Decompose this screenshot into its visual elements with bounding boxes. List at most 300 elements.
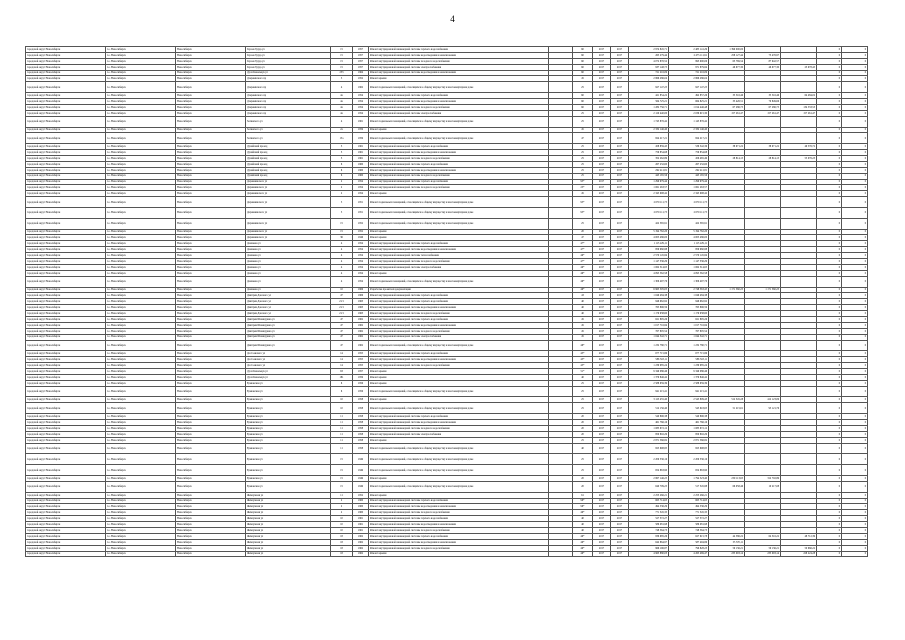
table-cell: 0	[817, 305, 842, 311]
table-cell: 1962	[353, 316, 369, 322]
table-cell: 1 745 876,42	[629, 116, 669, 127]
table-cell: г.о. Новосибирск	[106, 167, 176, 173]
table-cell: 2	[331, 191, 353, 197]
table-cell: Новосибирск	[176, 82, 246, 93]
table-cell: 0	[842, 58, 868, 64]
table-cell: 824 217,21	[629, 133, 669, 144]
table-cell: г.о. Новосибирск	[106, 185, 176, 191]
table-cell: 49*	[573, 533, 593, 539]
table-cell: 0	[842, 528, 868, 534]
table-cell: городской округ Новосибирск	[26, 161, 106, 167]
table-cell: 6	[331, 167, 353, 173]
table-cell: городской округ Новосибирск	[26, 437, 106, 443]
table-cell: 2017	[593, 133, 611, 144]
table-cell: 2017	[611, 150, 629, 156]
table-cell: городской округ Новосибирск	[26, 481, 106, 492]
table-cell: 654 863,90	[629, 465, 669, 476]
table-cell: 9 349 086,46	[629, 369, 669, 375]
table-cell	[709, 386, 745, 397]
table-cell: Новосибирск	[176, 431, 246, 437]
table-cell: 2017	[593, 545, 611, 551]
table-cell: 456 465,49	[669, 155, 709, 161]
table-cell: Новосибирск	[176, 397, 246, 403]
table-cell: 2017	[611, 82, 629, 93]
table-cell: 0	[817, 47, 842, 53]
table-cell: г.о. Новосибирск	[106, 516, 176, 522]
table-cell: 2017	[611, 539, 629, 545]
table-cell: 2017	[611, 58, 629, 64]
table-cell: 2017	[593, 144, 611, 150]
table-cell: 1955	[353, 357, 369, 363]
table-cell: 0	[842, 293, 868, 299]
table-cell: 1 179 938,60	[669, 311, 709, 317]
table-cell: 2 679 111,75	[669, 208, 709, 219]
table-cell: 3	[331, 144, 353, 150]
table-cell: 60	[573, 104, 593, 110]
table-cell: Новосибирск	[176, 155, 246, 161]
table-cell: 2017	[593, 47, 611, 53]
table-cell: 2017	[593, 179, 611, 185]
table-cell: 1954	[353, 93, 369, 99]
table-cell: 2 679 111,75	[629, 208, 669, 219]
table-cell: 1962	[353, 328, 369, 334]
table-cell: 0	[817, 191, 842, 197]
table-cell: Достоевского ул	[246, 363, 331, 369]
table-cell: 2017	[611, 551, 629, 557]
table-cell: 0	[817, 539, 842, 545]
table-cell: 1 306 497,76	[669, 276, 709, 287]
table-cell: 654 863,90	[669, 465, 709, 476]
table-cell: 11	[331, 420, 353, 426]
table-cell: городской округ Новосибирск	[26, 167, 106, 173]
table-cell: 2017	[611, 99, 629, 105]
table-cell: 0	[842, 425, 868, 431]
table-cell: 0	[842, 150, 868, 156]
table-cell: Новосибирск	[176, 516, 246, 522]
table-cell: 4	[331, 116, 353, 127]
table-cell: Ремонт крыши	[369, 492, 549, 498]
table-cell	[745, 116, 781, 127]
table-cell: Ремонт подвальных помещений, относящихся к общему имуществу в многоквартирном доме	[369, 133, 549, 144]
table-cell: городской округ Новосибирск	[26, 197, 106, 208]
table-cell	[745, 133, 781, 144]
table-cell: 2017	[593, 99, 611, 105]
table-cell: 2 867 146,25	[629, 476, 669, 482]
table-cell: Демакова ул	[246, 270, 331, 276]
table-cell: 25	[573, 110, 593, 116]
table-cell: 49 576,72	[781, 144, 817, 150]
table-cell: 0	[842, 197, 868, 208]
table-cell: 55 370,11	[709, 539, 745, 545]
table-cell: 771 345,35	[669, 510, 709, 516]
table-cell: г.о. Новосибирск	[106, 510, 176, 516]
table-cell: г.о. Новосибирск	[106, 425, 176, 431]
table-cell: городской округ Новосибирск	[26, 504, 106, 510]
table-cell	[745, 340, 781, 351]
table-cell: 2017	[593, 247, 611, 253]
table-cell: г.о. Новосибирск	[106, 197, 176, 208]
table-cell: 2017	[611, 386, 629, 397]
table-cell: 267 232,60	[629, 161, 669, 167]
table-cell: 2	[331, 179, 353, 185]
table-cell: 25	[573, 454, 593, 465]
table-cell: городской округ Новосибирск	[26, 116, 106, 127]
table-cell: г.о. Новосибирск	[106, 287, 176, 293]
table-cell: 25	[573, 437, 593, 443]
table-cell: городской округ Новосибирск	[26, 510, 106, 516]
table-cell: 2017	[593, 533, 611, 539]
table-cell: 25	[573, 397, 593, 403]
table-cell: Новосибирск	[176, 545, 246, 551]
table-cell: городской округ Новосибирск	[26, 443, 106, 454]
table-cell: Ремонт внутридомовой инженерной системы водоотведения и канализования	[369, 539, 549, 545]
table-cell: 4 963 880,03	[629, 551, 669, 557]
table-cell: Ремонт внутридомовой инженерной системы холодного водоснабжения	[369, 155, 549, 161]
table-cell: 15	[331, 465, 353, 476]
table-cell: 2017	[593, 305, 611, 311]
table-cell: 0	[842, 144, 868, 150]
table-cell: 1 299 979,44	[669, 179, 709, 185]
table-cell: Жемчужная ул	[246, 504, 331, 510]
table-cell: Новосибирск	[176, 173, 246, 179]
table-cell: Ремонт внутридомовой инженерной системы холодного водоснабжения	[369, 185, 549, 191]
table-cell: Ремонт крыши	[369, 380, 549, 386]
table-cell: г.о. Новосибирск	[106, 522, 176, 528]
table-cell: городской округ Новосибирск	[26, 270, 106, 276]
table-cell: Дмитрия Донского ул	[246, 299, 331, 305]
table-cell: 2017	[593, 70, 611, 76]
table-cell: Демакова ул	[246, 259, 331, 265]
table-cell: 422 365,91	[669, 218, 709, 229]
table-cell: 1962	[353, 539, 369, 545]
table-cell: Новосибирск	[176, 510, 246, 516]
table-cell: 0	[842, 311, 868, 317]
table-cell: 1951	[353, 208, 369, 219]
table-cell: 2017	[593, 363, 611, 369]
table-cell: г.о. Новосибирск	[106, 293, 176, 299]
table-cell: 2017	[611, 374, 629, 380]
table-cell: 2017	[593, 504, 611, 510]
table-cell: 1958	[353, 425, 369, 431]
table-cell: 767 805,54	[629, 328, 669, 334]
table-cell: Дзержинского пр	[246, 110, 331, 116]
table-cell: 11	[331, 437, 353, 443]
table-cell: 1 239 985,24	[629, 363, 669, 369]
table-cell: 55 076,23	[781, 155, 817, 161]
table-cell: 2017	[593, 253, 611, 259]
table-cell: 2 871 566,82	[629, 437, 669, 443]
table-cell: 4	[331, 264, 353, 270]
table-cell: 2017	[611, 287, 629, 293]
table-cell	[549, 208, 573, 219]
table-cell: городской округ Новосибирск	[26, 259, 106, 265]
table-cell: 1 379 846,42	[669, 374, 709, 380]
table-cell: 1952	[353, 229, 369, 235]
table-cell: 586 318,11	[669, 357, 709, 363]
table-cell: 0	[842, 287, 868, 293]
table-cell: 0	[817, 218, 842, 229]
table-cell: 11	[331, 431, 353, 437]
table-cell: 927 147,25	[669, 82, 709, 93]
table-cell: 2	[331, 510, 353, 516]
table-cell: 0	[817, 82, 842, 93]
table-cell: 721 216,09	[669, 70, 709, 76]
table-cell: Державинского ул	[246, 179, 331, 185]
table-cell: городской округ Новосибирск	[26, 127, 106, 133]
table-cell: Ремонт внутридомовой инженерной системы электроснабжения	[369, 110, 549, 116]
table-cell: 1956	[353, 380, 369, 386]
table-cell: городской округ Новосибирск	[26, 431, 106, 437]
table-cell: 235 093,14	[709, 551, 745, 557]
table-cell: Новосибирск	[176, 334, 246, 340]
table-cell: 2017	[593, 403, 611, 414]
table-cell: 2 866 286,04	[629, 76, 669, 82]
table-cell: 545 618,65	[669, 403, 709, 414]
table-cell: 40	[573, 299, 593, 305]
table-cell: 1963	[353, 299, 369, 305]
table-cell: Разработка проектной документации	[369, 287, 549, 293]
table-cell: 4а	[331, 110, 353, 116]
table-cell: городской округ Новосибирск	[26, 545, 106, 551]
table-cell	[781, 443, 817, 454]
table-cell: 0	[817, 155, 842, 161]
table-cell: Дмитрия Донского ул	[246, 311, 331, 317]
table-cell: Ремонт внутридомовой инженерной системы водоотведения и канализования	[369, 52, 549, 58]
table-cell: 0	[842, 64, 868, 70]
table-cell: Героев Труда ул	[246, 58, 331, 64]
table-cell: 25	[573, 116, 593, 127]
table-cell: 49*	[573, 539, 593, 545]
table-cell: 0	[842, 264, 868, 270]
table-cell: г.о. Новосибирск	[106, 229, 176, 235]
table-cell: 0	[842, 161, 868, 167]
table-cell: Ремонт внутридомовой инженерной системы горячего водоснабжения	[369, 47, 549, 53]
table-cell: Новосибирск	[176, 191, 246, 197]
table-cell: 14	[331, 351, 353, 357]
table-cell: Новосибирск	[176, 70, 246, 76]
table-cell: г.о. Новосибирск	[106, 363, 176, 369]
table-cell: 1954	[353, 185, 369, 191]
table-cell: Демакова ул	[246, 241, 331, 247]
table-cell: 292 411,81	[629, 167, 669, 173]
table-cell: Ремонт внутридомовой инженерной системы холодного водоснабжения	[369, 259, 549, 265]
table-cell: 2017	[593, 58, 611, 64]
table-cell: 20	[573, 425, 593, 431]
table-cell: 44 586,22	[709, 533, 745, 539]
table-cell: Жемчужная ул	[246, 533, 331, 539]
table-cell: 0	[817, 235, 842, 241]
table-cell: Новосибирск	[176, 235, 246, 241]
table-cell: 21/1	[331, 305, 353, 311]
table-row	[26, 465, 868, 476]
table-cell	[781, 208, 817, 219]
table-cell: Новосибирск	[176, 481, 246, 492]
table-cell: 2 209 336,16	[629, 454, 669, 465]
table-cell: городской округ Новосибирск	[26, 64, 106, 70]
table-cell: Ремонт внутридомовой инженерной системы горячего водоснабжения	[369, 241, 549, 247]
table-cell: 47	[331, 322, 353, 328]
table-cell: 536 542,36	[669, 144, 709, 150]
table-cell: Новосибирск	[176, 264, 246, 270]
table-cell: 0	[817, 328, 842, 334]
table-cell: 1 044 342,71	[629, 334, 669, 340]
table-cell: городской округ Новосибирск	[26, 414, 106, 420]
table-cell	[549, 116, 573, 127]
table-cell: Новосибирск	[176, 357, 246, 363]
table-row	[26, 197, 868, 208]
table-cell: г.о. Новосибирск	[106, 420, 176, 426]
table-cell: 0	[817, 369, 842, 375]
table-cell: Ремонт подвальных помещений, относящихся к общему имуществу в многоквартирном доме	[369, 340, 549, 351]
table-cell: 1957	[353, 369, 369, 375]
table-cell: 0	[842, 93, 868, 99]
table-cell: Державинского ул	[246, 229, 331, 235]
table-cell: 51 215,61	[709, 403, 745, 414]
table-cell: 2017	[593, 173, 611, 179]
table-cell: 0	[842, 334, 868, 340]
table-cell: 0	[842, 235, 868, 241]
table-cell: Жемчужная ул	[246, 516, 331, 522]
table-cell: Ремонт подвальных помещений, относящихся к общему имуществу в многоквартирном доме	[369, 197, 549, 208]
table-cell	[549, 197, 573, 208]
table-cell: 1958	[353, 443, 369, 454]
table-cell: 850 802,29	[629, 431, 669, 437]
table-cell: городской округ Новосибирск	[26, 528, 106, 534]
table-cell: 2 253 266,21	[629, 492, 669, 498]
table-cell	[781, 481, 817, 492]
table-cell: г.о. Новосибирск	[106, 127, 176, 133]
table-cell: 2017	[593, 431, 611, 437]
table-cell	[709, 82, 745, 93]
table-cell: г.о. Новосибирск	[106, 70, 176, 76]
table-cell: 1958	[353, 437, 369, 443]
table-row	[26, 133, 868, 144]
table-cell: 0	[817, 340, 842, 351]
table-cell: Ремонт внутридомовой инженерной системы горячего водоснабжения	[369, 316, 549, 322]
table-cell: 1957	[353, 52, 369, 58]
table-cell: 60	[573, 47, 593, 53]
table-cell: 2017	[611, 443, 629, 454]
table-cell: 0	[842, 110, 868, 116]
table-cell: Ереванская ул	[246, 425, 331, 431]
table-cell: 4 072 876,52	[629, 58, 669, 64]
table-cell: 1 061 263,57	[669, 185, 709, 191]
table-cell: г.о. Новосибирск	[106, 241, 176, 247]
table-cell: 1962	[353, 545, 369, 551]
table-cell: 25	[573, 155, 593, 161]
table-cell: 47*	[573, 247, 593, 253]
table-cell: Ремонт внутридомовой инженерной системы водоотведения и канализования	[369, 522, 549, 528]
table-cell: 0	[817, 425, 842, 431]
table-cell: 10	[331, 397, 353, 403]
table-cell: Ремонт подвальных помещений, относящихся к общему имуществу в многоквартирном доме	[369, 208, 549, 219]
table-cell: Ремонт крыши	[369, 476, 549, 482]
table-cell: 1958	[353, 431, 369, 437]
table-cell: 4а	[331, 104, 353, 110]
table-cell: 0	[842, 82, 868, 93]
table-cell: 61	[573, 492, 593, 498]
table-cell: г.о. Новосибирск	[106, 322, 176, 328]
table-cell: 2 332 146,40	[669, 127, 709, 133]
table-cell: Новосибирск	[176, 351, 246, 357]
table-cell	[549, 133, 573, 144]
table-cell: 2017	[611, 437, 629, 443]
table-cell: 0	[842, 369, 868, 375]
table-cell: 2 570 145,84	[669, 253, 709, 259]
table-cell: Демакова ул	[246, 287, 331, 293]
table-cell: 971 879,84	[669, 64, 709, 70]
table-cell: 1 171 560,25	[709, 287, 745, 293]
table-cell: Ремонт внутридомовой инженерной системы горячего водоснабжения	[369, 351, 549, 357]
table-cell: городской округ Новосибирск	[26, 47, 106, 53]
table-cell: Ереванская ул	[246, 465, 331, 476]
table-cell: 15	[331, 454, 353, 465]
table-cell: 0	[842, 52, 868, 58]
table-cell: 2017	[593, 498, 611, 504]
table-cell: городской округ Новосибирск	[26, 287, 106, 293]
table-cell: 157 261,47	[781, 110, 817, 116]
table-cell: 18	[331, 533, 353, 539]
table-cell: Ремонт внутридомовой инженерной системы холодного водоснабжения	[369, 104, 549, 110]
table-cell: 1949	[353, 481, 369, 492]
table-cell: Новосибирск	[176, 185, 246, 191]
table-cell: 1962	[353, 334, 369, 340]
table-cell: Ремонт внутридомовой инженерной системы горячего водоснабжения	[369, 533, 549, 539]
table-cell: 51*	[573, 369, 593, 375]
table-cell: г.о. Новосибирск	[106, 110, 176, 116]
table-cell: 46*	[573, 340, 593, 351]
table-cell: Ремонт внутридомовой инженерной системы холодного водоснабжения	[369, 545, 549, 551]
table-cell: 1 062 314,65	[629, 264, 669, 270]
table-cell: городской округ Новосибирск	[26, 380, 106, 386]
table-cell: Новосибирск	[176, 551, 246, 557]
table-cell: Новосибирск	[176, 247, 246, 253]
table-cell: Дзержинского пр	[246, 93, 331, 99]
table-row	[26, 82, 868, 93]
table-cell: 1962	[353, 340, 369, 351]
table-cell	[549, 218, 573, 229]
table-cell: 59 136,21	[709, 545, 745, 551]
table-cell: Новосибирск	[176, 454, 246, 465]
table-cell: 0	[817, 179, 842, 185]
table-cell	[549, 276, 573, 287]
table-cell: городской округ Новосибирск	[26, 247, 106, 253]
table-cell: 2	[331, 185, 353, 191]
table-cell: 2017	[611, 235, 629, 241]
table-cell: 0	[842, 481, 868, 492]
table-cell: 23 978,45	[781, 64, 817, 70]
table-cell: 2017	[593, 492, 611, 498]
table-cell: 4	[331, 253, 353, 259]
table-cell: г.о. Новосибирск	[106, 305, 176, 311]
table-cell: 2 209 336,16	[669, 454, 709, 465]
table-cell: г.о. Новосибирск	[106, 161, 176, 167]
table-cell: Новосибирск	[176, 197, 246, 208]
table-cell: 2017	[593, 299, 611, 305]
table-cell: Новосибирск	[176, 498, 246, 504]
table-cell: городской округ Новосибирск	[26, 235, 106, 241]
table-cell: городской округ Новосибирск	[26, 264, 106, 270]
table-cell: 2017	[593, 397, 611, 403]
table-cell: г.о. Новосибирск	[106, 431, 176, 437]
table-cell: 0	[817, 510, 842, 516]
table-cell: 0	[817, 414, 842, 420]
table-cell: г.о. Новосибирск	[106, 311, 176, 317]
table-cell: 228 224,28	[781, 551, 817, 557]
table-cell	[745, 465, 781, 476]
table-cell: 2017	[593, 150, 611, 156]
table-cell: Ремонт внутридомовой инженерной системы теплоснабжения	[369, 253, 549, 259]
